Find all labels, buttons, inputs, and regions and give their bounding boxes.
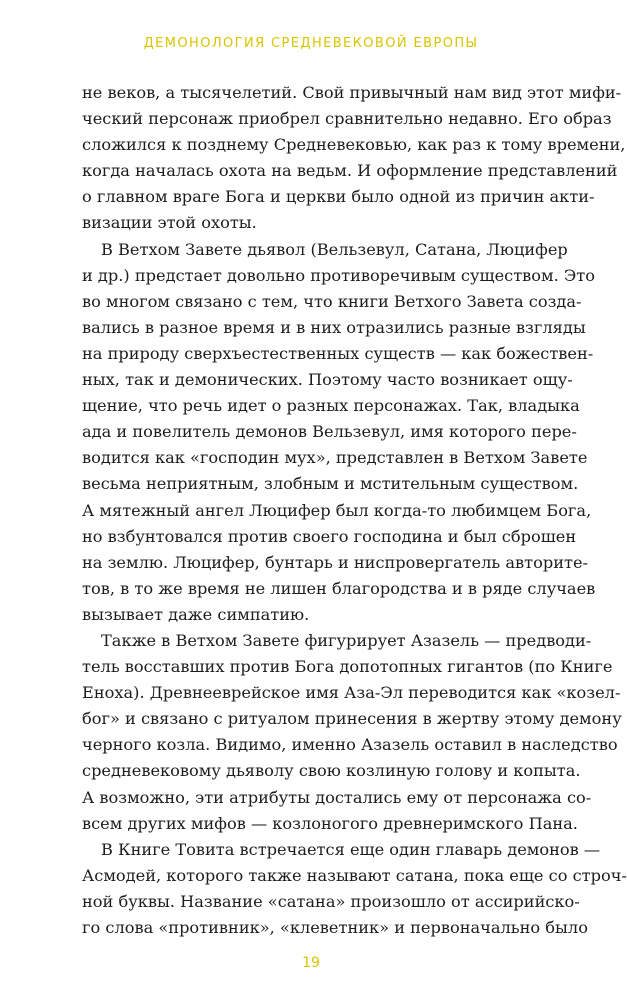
text-line: ной буквы. Название «сатана» произошло от ассирийско-: [82, 891, 580, 911]
text-line: не веков, а тысячелетий. Свой привычный нам вид этот мифи-: [82, 83, 622, 102]
body-text: [82, 80, 627, 941]
running-header: ДЕМОНОЛОГИЯ СРЕДНЕВЕКОВОЙ ЕВРОПЫ: [143, 36, 479, 51]
text-line: сложился к позднему Средневековью, как раз к тому времени,: [82, 135, 626, 155]
text-line: всем других мифов — козлоногого древнеримского Пана.: [82, 813, 578, 833]
text-line: весьма неприятным, злобным и мстительным существом.: [82, 474, 579, 494]
text-line: тель восставших против Бога допотопных гигантов (по Книге: [82, 657, 613, 677]
text-line: средневековому дьяволу свою козлиную голову и копыта.: [82, 761, 581, 781]
text-line: и др.) предстает довольно противоречивым существом. Это: [82, 265, 596, 285]
text-line: ных, так и демонических. Поэтому часто возникает ощу-: [82, 370, 573, 390]
text-line: вызывает даже симпатию.: [82, 604, 310, 624]
text-line: А мятежный ангел Люцифер был когда-то любимцем Бога,: [82, 500, 592, 520]
text-line: Асмодей, которого также называют сатана, пока еще со строч-: [82, 865, 627, 885]
text-line: тов, в то же время не лишен благородства и в ряде случаев: [82, 578, 596, 598]
text-line: во многом связано с тем, что книги Ветхого Завета созда-: [82, 291, 582, 311]
text-line: о главном враге Бога и церкви было одной из причин акти-: [82, 187, 595, 207]
text-line: но взбунтовался против своего господина и был сброшен: [82, 526, 577, 546]
text-line: ада и повелитель демонов Вельзевул, имя которого пере-: [82, 422, 577, 442]
text-line: черного козла. Видимо, именно Азазель оставил в наследство: [82, 735, 618, 755]
text-line: Еноха). Древнееврейское имя Аза-Эл переводится как «козел-: [82, 683, 621, 703]
text-line: визации этой охоты.: [82, 213, 257, 233]
text-line: го слова «противник», «клеветник» и первоначально было: [82, 918, 588, 937]
text-line: на природу сверхъестественных существ — как божествен-: [82, 343, 594, 363]
text-line: когда началась охота на ведьм. И оформление представлений: [82, 161, 618, 181]
text-line: бог» и связано с ритуалом принесения в жертву этому демону: [82, 709, 622, 729]
text-line: В Ветхом Завете дьявол (Вельзевул, Сатана, Люцифер: [101, 239, 568, 259]
text-line: ческий персонаж приобрел сравнительно недавно. Его образ: [82, 109, 612, 129]
text-line: щение, что речь идет о разных персонажах. Так, владыка: [82, 396, 580, 416]
page-number: 19: [302, 955, 320, 971]
text-line: В Книге Товита встречается еще один главарь демонов —: [101, 839, 601, 859]
text-line: Также в Ветхом Завете фигурирует Азазель — предводи-: [101, 630, 592, 650]
text-line: водится как «господин мух», представлен в Ветхом Завете: [82, 448, 588, 468]
text-line: на землю. Люцифер, бунтарь и ниспровергатель авторите-: [82, 552, 589, 572]
text-line: вались в разное время и в них отразились разные взгляды: [82, 317, 586, 337]
text-line: А возможно, эти атрибуты достались ему от персонажа со-: [82, 787, 592, 807]
